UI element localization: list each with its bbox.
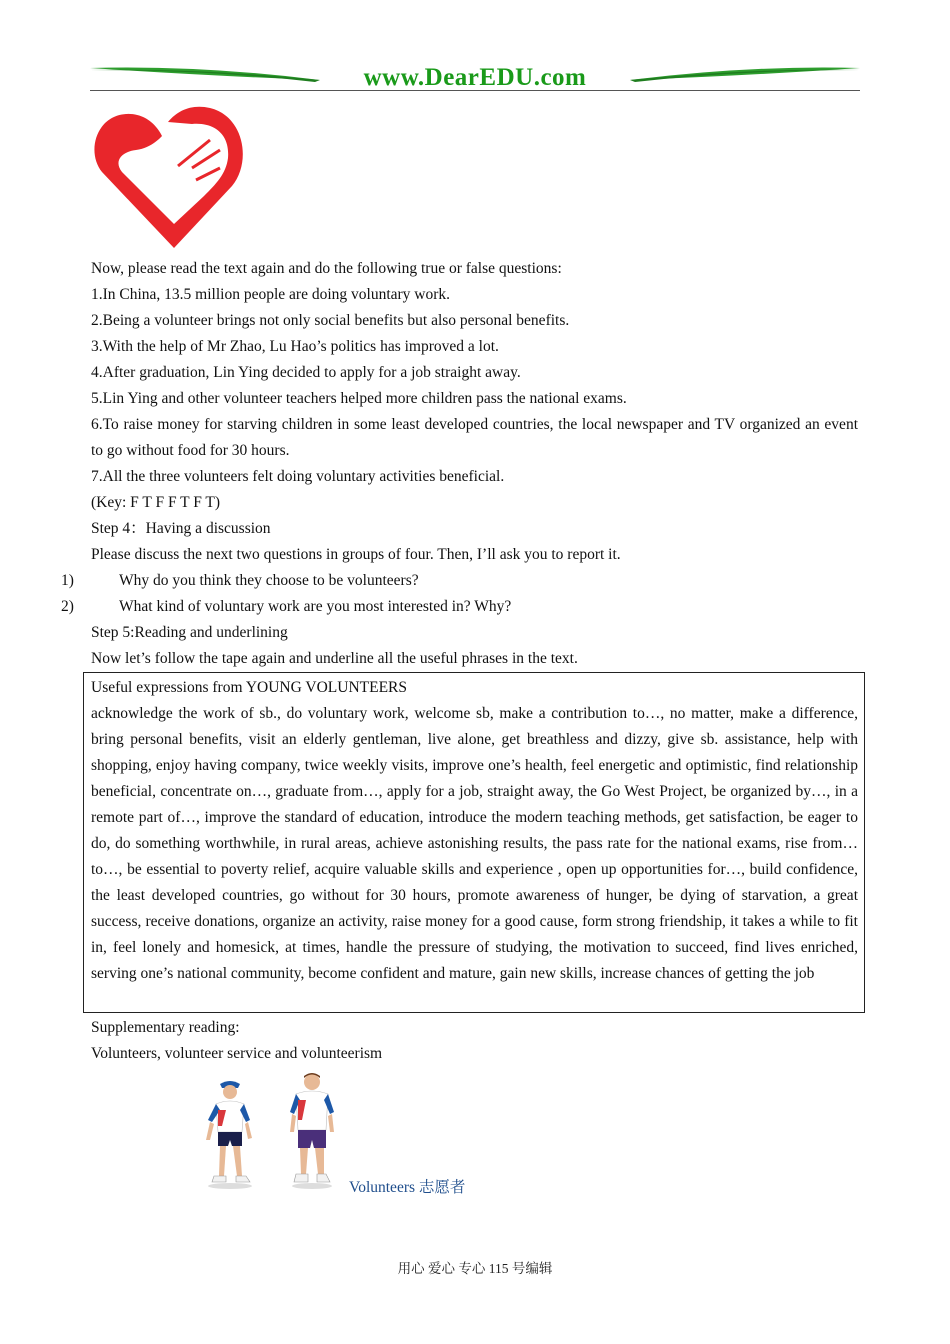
discussion-item-1-number: 1): [61, 572, 74, 589]
step-5-instruction: Now let’s follow the tape again and underline all the useful phrases in the text.: [91, 650, 578, 667]
heart-hand-icon: [92, 100, 247, 252]
site-url[interactable]: www.DearEDU.com: [363, 64, 587, 91]
figure-caption: Volunteers 志愿者: [349, 1179, 466, 1196]
answer-key: (Key: F T F F T F T): [91, 494, 221, 511]
discussion-item-2-number: 2): [61, 598, 74, 615]
question-6: 6.To raise money for starving children in some least developed countries, the local newspaper and TV organized an event to go without food for 30 hours.: [91, 416, 858, 459]
useful-expressions-box: [83, 672, 865, 1013]
step-4-heading: Step 4：Having a discussion: [91, 520, 271, 537]
intro-text: Now, please read the text again and do the following true or false questions:: [91, 260, 562, 277]
header-divider: [90, 90, 860, 91]
step-5-heading: Step 5:Reading and underlining: [91, 624, 288, 641]
supplementary-label: Supplementary reading:: [91, 1019, 240, 1036]
question-7: 7.All the three volunteers felt doing voluntary activities beneficial.: [91, 468, 505, 485]
question-1: 1.In China, 13.5 million people are doing voluntary work.: [91, 286, 451, 303]
question-4: 4.After graduation, Lin Ying decided to apply for a job straight away.: [91, 364, 521, 381]
step-4-instruction: Please discuss the next two questions in groups of four. Then, I’ll ask you to report it.: [91, 546, 621, 563]
question-2: 2.Being a volunteer brings not only social benefits but also personal benefits.: [91, 312, 570, 329]
page-footer: 用心 爱心 专心 115 号编辑: [397, 1261, 553, 1276]
supplementary-title: Volunteers, volunteer service and volunteerism: [91, 1045, 383, 1062]
useful-expressions-list: acknowledge the work of sb., do voluntary work, welcome sb, make a contribution to…, no matter, make a difference, bring personal benefits, visit an elderly gentleman, live alone, get breathless and dizzy, give sb. assistance, help with shopping, enjoy having company, twice weekly visits, improve one’s health, feel energetic and optimistic, find relationship beneficial, concentrate on…, graduate from…, apply for a job, straight away, the Go West Project, be organized by…, in a remote part of…, improve the standard of education, introduce the modern teaching methods, get satisfaction, be eager to do, do something worthwhile, in rural areas, achieve astonishing results, the pass rate for the national exams, rise from… to…, be essential to poverty relief, acquire valuable skills and experience , open up opportunities for…, build confidence, the least developed countries, go without for 30 hours, promote awareness of hunger, be dying of starvation, a great success, receive donations, organize an activity, raise money for a good cause, form strong friendship, it takes a while to fit in, feel lonely and homesick, at times, handle the pressure of studying, the motivation to succeed, find lives enriched, serving one’s national community, become confident and mature, gain new skills, increase chances of getting the job: [91, 705, 858, 982]
useful-expressions-title: Useful expressions from YOUNG VOLUNTEERS: [91, 679, 407, 696]
female-volunteer-image: [200, 1076, 262, 1190]
male-volunteer-image: [284, 1070, 340, 1190]
question-3: 3.With the help of Mr Zhao, Lu Hao’s politics has improved a lot.: [91, 338, 499, 355]
question-5: 5.Lin Ying and other volunteer teachers helped more children pass the national exams.: [91, 390, 627, 407]
discussion-item-2-text: What kind of voluntary work are you most interested in? Why?: [119, 598, 512, 615]
discussion-item-1-text: Why do you think they choose to be volunteers?: [119, 572, 419, 589]
